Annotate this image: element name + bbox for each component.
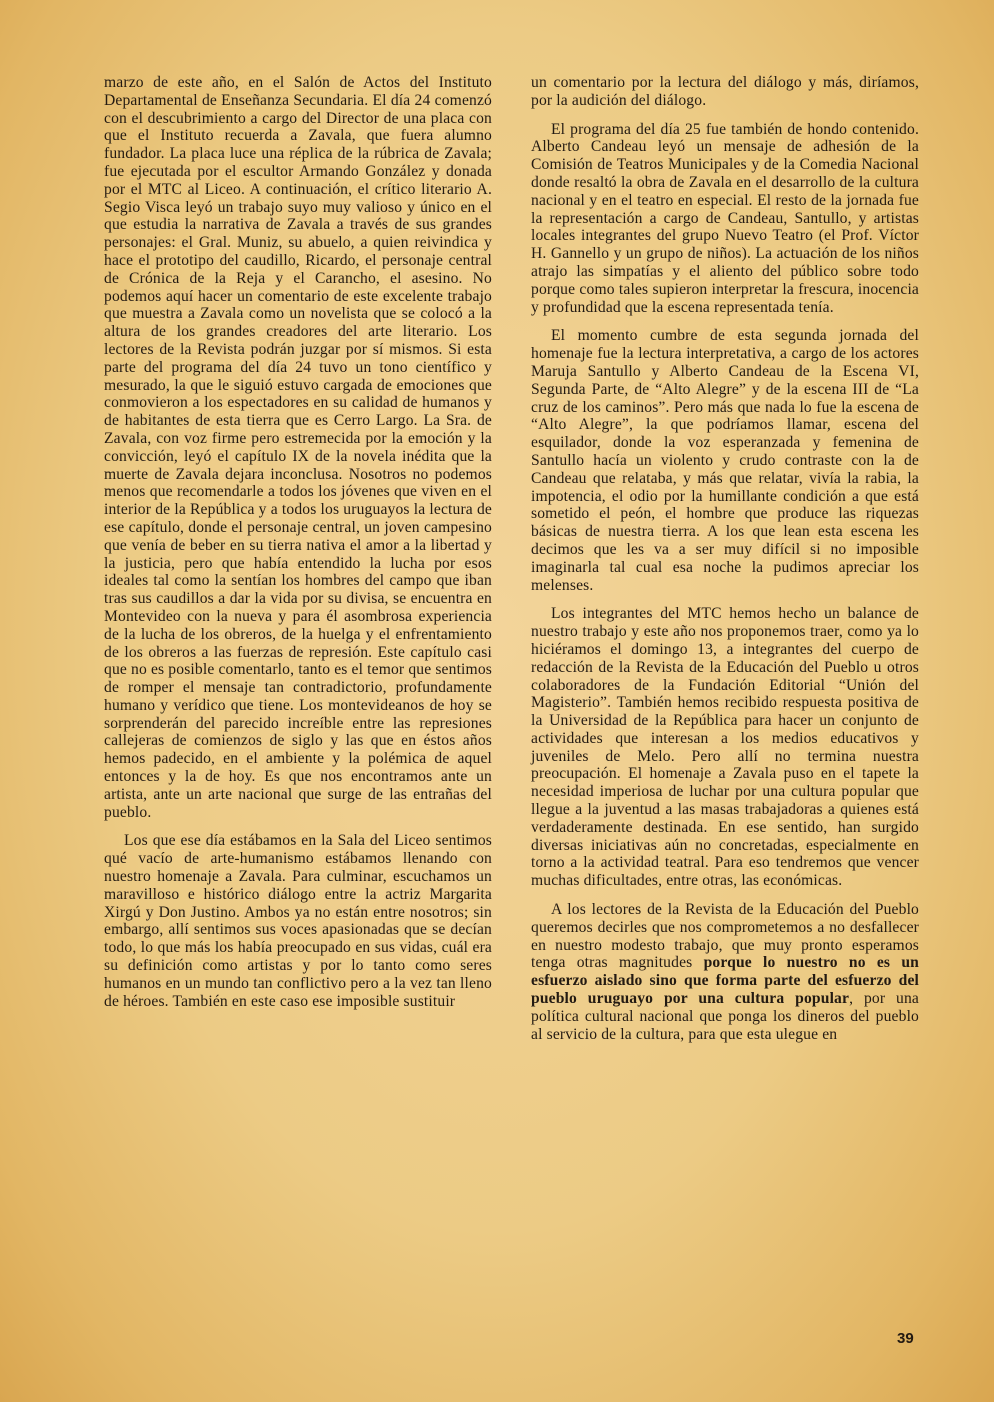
right-paragraph-5-text-a: A los lectores de la Revista de la Educación del Pueblo queremos decirles que nos comprometemos a no desfallecer en nuestro modesto trabajo, que muy pronto esperamos tenga otras magnitudes <box>531 901 919 972</box>
left-paragraph-1: marzo de este año, en el Salón de Actos del Instituto Departamental de Enseñanza Secundaria. El día 24 comenzó con el descubrimiento a cargo del Director de una placa con que el Instituto recuerda a Zavala, que fuera alumno fundador. La placa luce una réplica de la rúbrica de Zavala; fue ejecutada por el escultor Armando González y donada por el MTC al Liceo. A continuación, el crítico literario A. Segio Visca leyó un trabajo suyo muy valioso y único en el que estudia la narrativa de Zavala a través de sus grandes personajes: el Gral. Muniz, su abuelo, a quien reivindica y hace el prototipo del caudillo, Ricardo, el personaje central de Crónica de la Reja y el Carancho, el asesino. No podemos aquí hacer un comentario de este excelente trabajo que muestra a Zavala como un novelista que se colocó a la altura de los grandes creadores del arte literario. Los lectores de la Revista podrán juzgar por sí mismos. Si esta parte del programa del día 24 tuvo un tono científico y mesurado, la que le siguió estuvo cargada de emociones que conmovieron a los espectadores en su calidad de humanos y de habitantes de esta tierra que es Cerro Largo. La Sra. de Zavala, con voz firme pero estremecida por la emoción y la convicción, leyó el capítulo IX de la novela inédita que la muerte de Zavala dejara inconclusa. Nosotros no podemos menos que recomendarle a todos los jóvenes que viven en el interior de la República y a todos los uruguayos la lectura de ese capítulo, donde el personaje central, un joven campesino que venía de beber en su tierra nativa el amor a la libertad y la justicia, pero que había entendido la lucha por esos ideales tal como la sentían los hombres del campo que iban tras sus caudillos a dar la vida por su divisa, se encuentra en Montevideo con la nueva y para él asombrosa experiencia de la lucha de los obreros, de la huelga y el enfrentamiento de los obreros a las fuerzas de represión. Este capítulo casi que no es posible comentarlo, tanto es el temor que sentimos de romper el mensaje tan contradictorio, profundamente humano y verídico que tiene. Los montevideanos de hoy se sorprenderán del parecido increíble entre las represiones callejeras de comienzos de siglo y las que en éstos años hemos padecido, en el ambiente y la polémica de aquel entonces y la de hoy. Es que nos encontramos ante un artista, ante un arte nacional que surge de las entrañas del pueblo. <box>104 74 492 821</box>
right-paragraph-5-bold-text: porque lo nuestro no es un esfuerzo aislado sino que forma parte del esfuerzo del pueblo uruguayo por una cultura popular <box>531 954 919 1008</box>
right-paragraph-2: El programa del día 25 fue también de hondo contenido. Alberto Candeau leyó un mensaje de adhesión de la Comisión de Teatros Municipales y de la Comedia Nacional donde resaltó la obra de Zavala en el desarrollo de la cultura nacional y en el teatro en especial. El resto de la jornada fue la representación a cargo de Candeau, Santullo, y artistas locales integrantes del grupo Nuevo Teatro (el Prof. Víctor H. Gannello y un grupo de niños). La actuación de los niños atrajo las simpatías y el aliento del público sobre todo porque como tales supieron interpretar la frescura, inocencia y profundidad que la escena representada tenía. <box>531 120 919 316</box>
left-paragraph-2: Los que ese día estábamos en la Sala del Liceo sentimos qué vacío de arte-humanismo estábamos llenando con nuestro homenaje a Zavala. Para culminar, escuchamos un maravilloso e histórico diálogo entre la actriz Margarita Xirgú y Don Justino. Ambos ya no están entre nosotros; sin embargo, allí sentimos sus voces apasionadas que se decían todo, lo que más los había preocupado en sus vidas, cuál era su definición como artistas y por lo tanto como seres humanos en un mundo tan conflictivo pero a la vez tan lleno de héroes. También en este caso ese imposible sustituir <box>104 832 492 1010</box>
right-paragraph-5 <box>531 901 919 1043</box>
right-paragraph-3: El momento cumbre de esta segunda jornada del homenaje fue la lectura interpretativa, a cargo de los actores Maruja Santullo y Alberto Candeau de la Escena VI, Segunda Parte, de “Alto Alegre” y de la escena III de “La cruz de los caminos”. Pero más que nada lo fue la escena de “Alto Alegre”, la que podríamos llamar, escena del esquilador, donde la voz esperanzada y femenina de Santullo hacía un violento y crudo contraste con la de Candeau que relataba, y más que relatar, vivía la rabia, la impotencia, el odio por la humillante condición a que está sometido el peón, el hombre que produce las riquezas básicas de nuestra tierra. A los que lean esta escena les decimos que les va a ser muy difícil si no imposible imaginarla tal cual esa noche la pudimos apreciar los melenses. <box>531 327 919 594</box>
right-paragraph-5-text-b: , por una política cultural nacional que ponga los dineros del pueblo al servicio de la cultura, para que esta ulegue en <box>531 990 919 1043</box>
right-paragraph-4: Los integrantes del MTC hemos hecho un balance de nuestro trabajo y este año nos proponemos traer, como ya lo hiciéramos el domingo 13, a integrantes del cuerpo de redacción de la Revista de la Educación del Pueblo u otros colaboradores de la Fundación Editorial “Unión del Magisterio”. También hemos recibido respuesta positiva de la Universidad de la República para hacer un conjunto de actividades que interesan a los medios educativos y juveniles de Melo. Pero allí no termina nuestra preocupación. El homenaje a Zavala puso en el tapete la necesidad imperiosa de luchar por una cultura popular que llegue a la juventud a las masas trabajadoras a quienes está verdaderamente destinada. En ese sentido, han surgido diversas iniciativas aún no concretadas, especialmente en torno a la actividad teatral. Para eso tendremos que vencer muchas dificultades, entre otras, las económicas. <box>531 605 919 890</box>
right-column <box>531 74 919 1054</box>
page-number: 39 <box>897 1330 914 1347</box>
right-paragraph-1: un comentario por la lectura del diálogo y más, diríamos, por la audición del diálogo. <box>531 74 919 109</box>
left-column <box>104 74 492 1021</box>
